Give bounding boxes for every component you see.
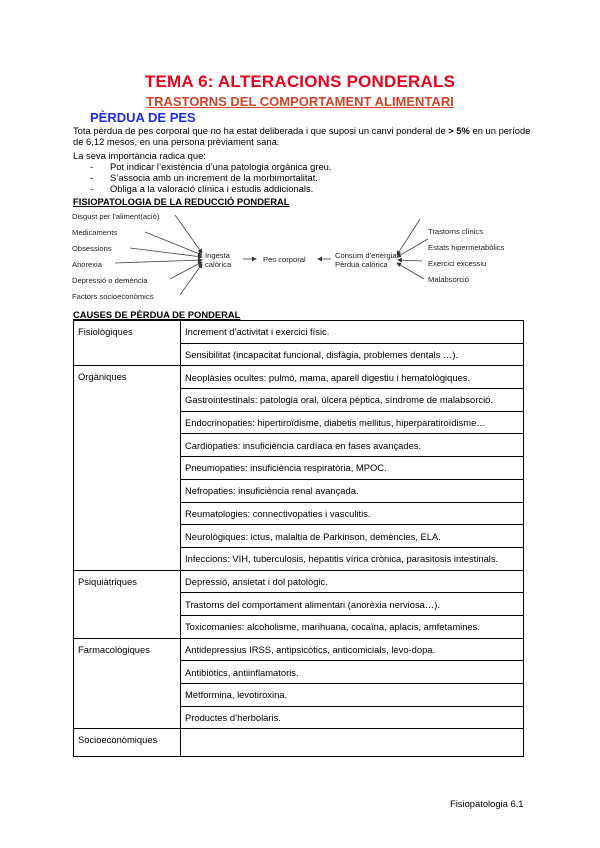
page-footer: Fisiopatologia 6.1 [450, 798, 524, 809]
factor-label: Depressió o demència [72, 276, 148, 285]
category-cell: Farmacològiques [74, 638, 181, 729]
bullet-dash: - [90, 161, 94, 172]
cause-cell: Sensibilitat (incapacitat funcional, disfàgia, problemes dentals …). [181, 343, 524, 366]
section-heading-pathophysiology: FISIOPATOLOGIA DE LA REDUCCIÓ PONDERAL [73, 196, 290, 207]
arrow-factor-2 [145, 232, 202, 255]
table-row [74, 729, 524, 757]
cause-cell: Neurològiques: ictus, malaltia de Parkinson, demències, ELA. [181, 525, 524, 548]
arrow-factor-3 [130, 248, 202, 257]
factor-label: Medicaments [72, 228, 118, 237]
section-heading-causes: CAUSES DE PÈRDUA DE PONDERAL [73, 309, 241, 320]
definition-paragraph: Tota pèrdua de pes corporal que no ha estat deliberada i que suposi un canvi ponderal de > 5% en un període de 6,12 mesos, en una persona prèviament sana. [73, 125, 531, 147]
table-row [74, 638, 524, 661]
right-factor-label: Malabsorció [428, 275, 469, 284]
cause-cell: Metformina, levotiroxina. [181, 684, 524, 707]
cause-cell: Toxicomanies: alcoholisme, marihuana, cocaïna, aplacis, amfetamines. [181, 615, 524, 638]
table-row [74, 570, 524, 593]
category-cell: Fisiològiques [74, 321, 181, 366]
cause-cell: Increment d’activitat i exercici físic. [181, 321, 524, 344]
arrow-factor-1 [175, 215, 202, 253]
expenditure-label: Consum d’energia [335, 251, 397, 260]
bullet-dash: - [90, 172, 94, 184]
cause-cell: Endocrinopaties: hipertiroïdisme, diabetis mellitus, hiperparatiroïdisme… [181, 411, 524, 434]
table-row [74, 321, 524, 344]
category-cell: Orgàniques [74, 366, 181, 570]
pathophysiology-diagram [70, 207, 530, 302]
cause-cell: Antidepressius IRSS, antipsicòtics, anticomicials, levo-dopa. [181, 638, 524, 661]
right-factor-label: Exercici excessiu [428, 259, 487, 268]
intake-label-2: calòrica [205, 260, 232, 269]
section-heading-weight-loss: PÈRDUA DE PES [90, 110, 196, 125]
right-factor-label: Estats hipermetabòlics [428, 243, 505, 252]
table-row [74, 366, 524, 389]
factor-label: Disgust per l’aliment(ació) [72, 212, 160, 221]
category-cell: Socioeconòmiques [74, 729, 181, 757]
causes-table [73, 320, 524, 757]
cause-cell: Productes d’herbolaris. [181, 706, 524, 729]
cause-cell [181, 729, 524, 757]
arrow-right-1 [397, 219, 420, 255]
factor-label: Factors socioeconòmics [72, 292, 154, 301]
page-title: TEMA 6: ALTERACIONS PONDERALS [144, 72, 456, 91]
body-weight-label: Pes corporal [263, 255, 306, 264]
arrow-right-4 [397, 263, 424, 279]
intake-label: Ingesta [205, 251, 230, 260]
cause-cell: Depressió, ansietat i dol patològic. [181, 570, 524, 593]
cause-cell: Pneumopaties: insuficiència respiratòria, MPOC. [181, 457, 524, 480]
expenditure-label-2: Pèrdua calòrica [335, 260, 388, 269]
cause-cell: Infeccions: VIH, tuberculosis, hepatitis vírica crònica, parasitosis intestinals. [181, 547, 524, 570]
arrow-right-3 [398, 260, 422, 261]
factor-label: Anorexia [72, 260, 102, 269]
bullet-dash: - [90, 183, 94, 195]
importance-lead: La seva importància radica que: [73, 150, 206, 161]
cause-cell: Antibiòtics, antiinflamatoris. [181, 661, 524, 684]
factor-label: Obsessions [72, 244, 112, 253]
cause-cell: Cardiopaties: insuficiència cardíaca en fases avançades. [181, 434, 524, 457]
arrow-factor-6 [180, 264, 202, 295]
page-subtitle: TRASTORNS DEL COMPORTAMENT ALIMENTARI [146, 94, 454, 109]
cause-cell: Reumatologies: connectivopaties i vasculitis. [181, 502, 524, 525]
cause-cell: Trastorns del comportament alimentari (anorèxia nerviosa…). [181, 593, 524, 616]
category-cell: Psiquiàtriques [74, 570, 181, 638]
arrow-factor-4 [115, 260, 202, 263]
cause-cell: Neoplàsies ocultes: pulmó, mama, aparell digestiu i hematològiques. [181, 366, 524, 389]
cause-cell: Nefropaties: insuficiència renal avançada. [181, 479, 524, 502]
right-factor-label: Trastorns clínics [428, 227, 483, 236]
cause-cell: Gastrointestinals: patologia oral, úlcera pèptica, síndrome de malabsorció. [181, 389, 524, 412]
